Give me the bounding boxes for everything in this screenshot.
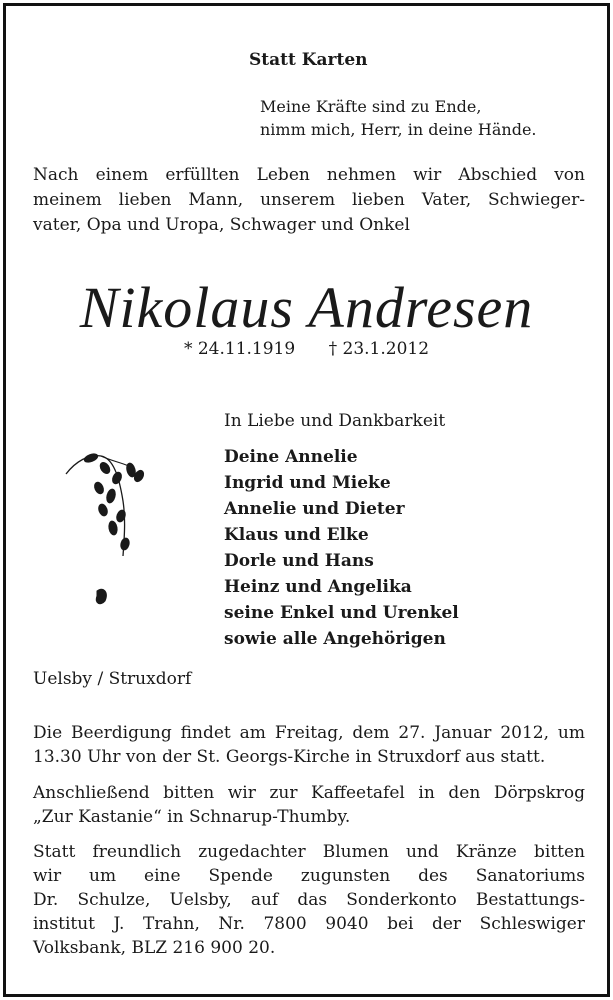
donation-line: Statt freundlich zugedachter Blumen und Kränze bitten bbox=[33, 842, 585, 862]
verse-line: Meine Kräfte sind zu Ende, bbox=[260, 97, 482, 116]
death-date: † 23.1.2012 bbox=[328, 339, 430, 359]
love-line: In Liebe und Dankbarkeit bbox=[224, 411, 446, 431]
verse-line: nimm mich, Herr, in deine Hände. bbox=[260, 120, 537, 139]
mourner: Klaus und Elke bbox=[224, 525, 369, 545]
donation-line: Volksbank, BLZ 216 900 20. bbox=[33, 938, 276, 958]
funeral-paragraph bbox=[33, 721, 585, 769]
branch-leaves-icon bbox=[61, 446, 151, 621]
birth-date: * 24.11.1919 bbox=[183, 339, 296, 359]
funeral-line: 13.30 Uhr von der St. Georgs-Kirche in Struxdorf aus statt. bbox=[33, 747, 546, 767]
place: Uelsby / Struxdorf bbox=[33, 669, 192, 689]
coffee-line: „Zur Kastanie“ in Schnarup-Thumby. bbox=[33, 807, 351, 827]
mourners-list bbox=[224, 444, 459, 652]
mourner: Deine Annelie bbox=[224, 447, 358, 467]
donation-line: institut J. Trahn, Nr. 7800 9040 bei der Schleswiger bbox=[33, 914, 585, 934]
donation-line: Dr. Schulze, Uelsby, auf das Sonderkonto Bestattungs- bbox=[33, 890, 585, 910]
mourner: Annelie und Dieter bbox=[224, 499, 405, 519]
intro-line: vater, Opa und Uropa, Schwager und Onkel bbox=[33, 215, 410, 235]
donation-paragraph bbox=[33, 840, 585, 960]
intro-line: Nach einem erfüllten Leben nehmen wir Abschied von bbox=[33, 165, 585, 185]
obituary-notice bbox=[3, 3, 610, 997]
funeral-line: Die Beerdigung findet am Freitag, dem 27. Januar 2012, um bbox=[33, 723, 585, 743]
mourner: Heinz und Angelika bbox=[224, 577, 412, 597]
verse bbox=[260, 95, 537, 141]
mourner: Ingrid und Mieke bbox=[224, 473, 391, 493]
mourner: seine Enkel und Urenkel bbox=[224, 603, 459, 623]
coffee-line: Anschließend bitten wir zur Kaffeetafel in den Dörpskrog bbox=[33, 783, 585, 803]
mourner: Dorle und Hans bbox=[224, 551, 374, 571]
mourner: sowie alle Angehörigen bbox=[224, 629, 446, 649]
coffee-paragraph bbox=[33, 781, 585, 829]
donation-line: wir um eine Spende zugunsten des Sanatoriums bbox=[33, 866, 585, 886]
notice-heading: Statt Karten bbox=[249, 50, 368, 70]
life-dates bbox=[6, 339, 607, 359]
intro-line: meinem lieben Mann, unserem lieben Vater, Schwieger- bbox=[33, 190, 585, 210]
intro-text bbox=[33, 163, 585, 238]
deceased-name: Nikolaus Andresen bbox=[79, 275, 534, 340]
